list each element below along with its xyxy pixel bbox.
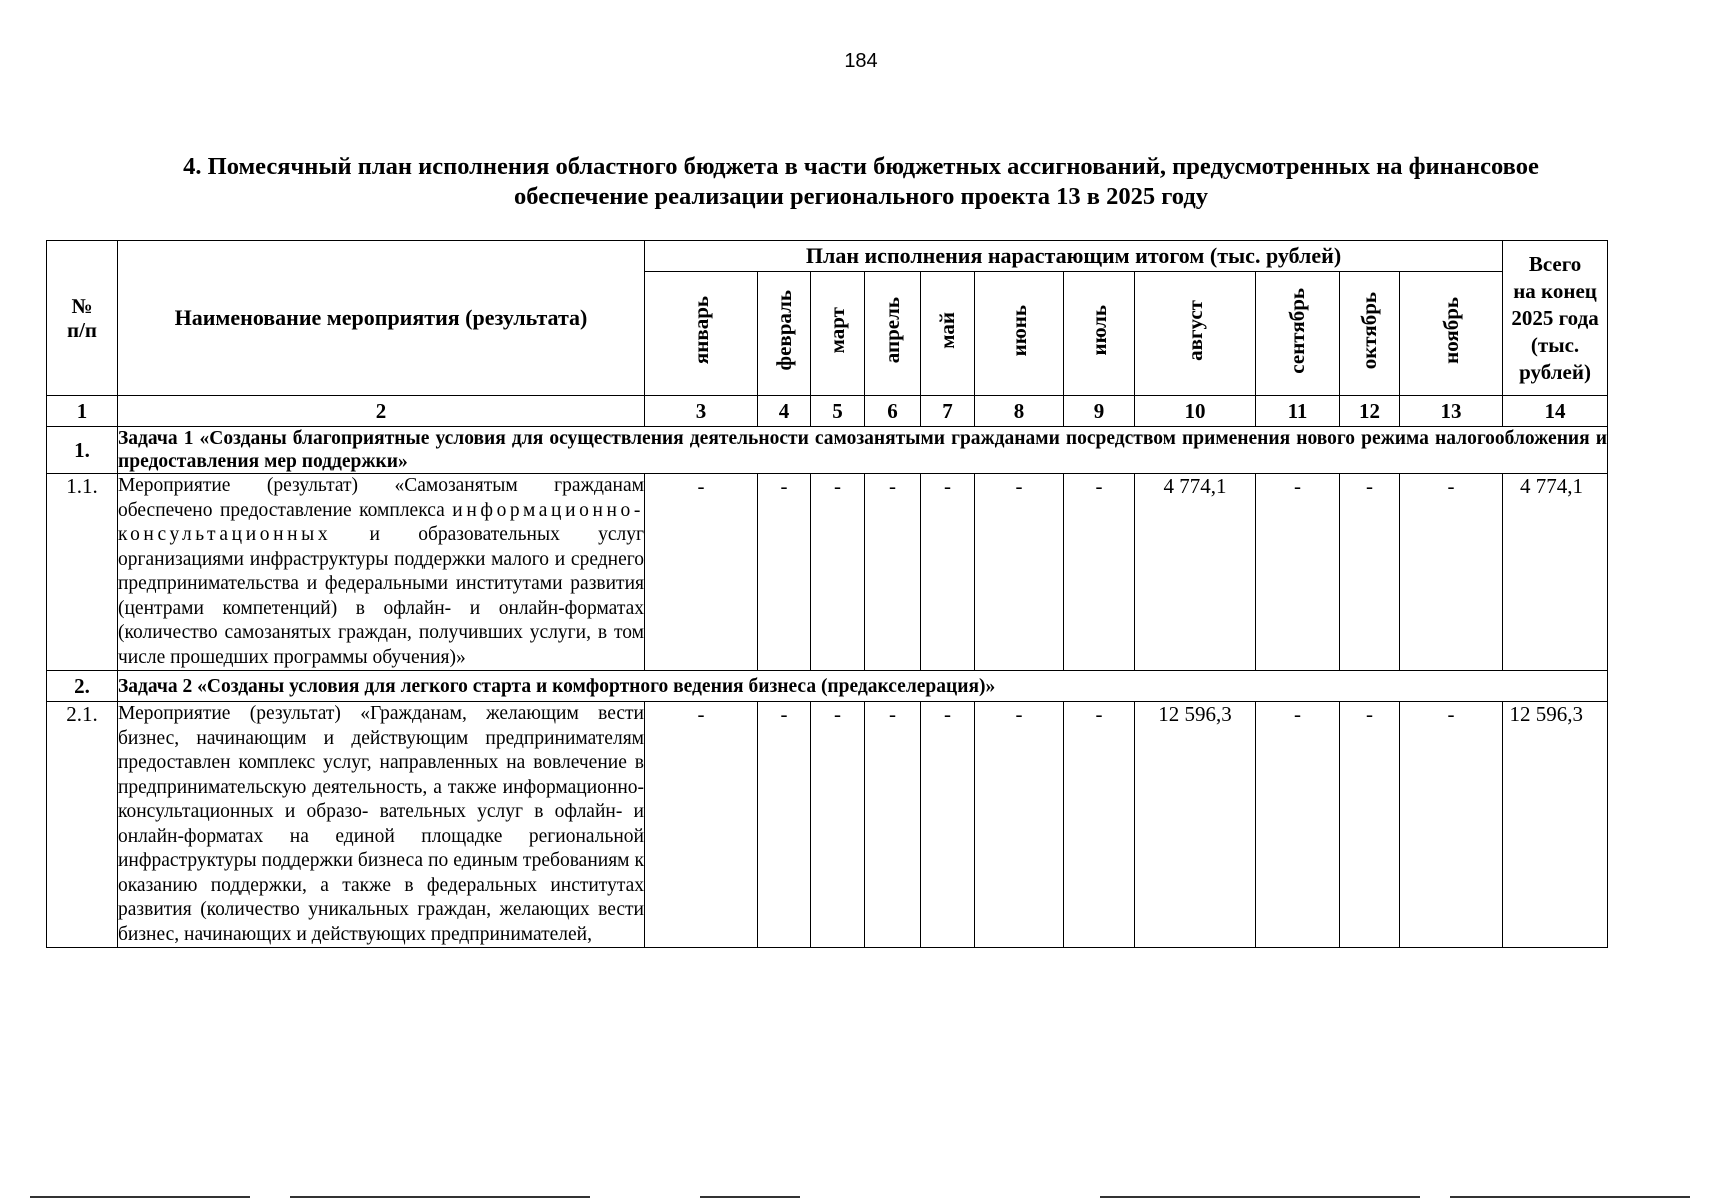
budget-plan-table (46, 240, 1608, 948)
month-value: - (1340, 702, 1400, 948)
month-value: 12 596,3 (1135, 702, 1256, 948)
header-month (1400, 272, 1503, 396)
month-value: - (1064, 474, 1135, 671)
activity-description: Мероприятие (результат) «Гражданам, желающим вести бизнес, начинающим и действующим предпринимателям предоставлен комплекс услуг, направленных на вовлечение в предпринимательскую деятельность, а также информационно-консультационных и образо- вательных услуг в офлайн- и онлайн-форматах на единой площадке региональной инфраструктуры поддержки бизнеса по единым требованиям к оказанию поддержки, а также в федеральных институтах развития (количество уникальных граждан, желающих вести бизнес, начинающих и действующих предпринимателей, (118, 702, 645, 948)
month-label: август (1182, 300, 1207, 361)
month-value: - (1064, 702, 1135, 948)
document-title-line-2: обеспечение реализации регионального проекта 13 в 2025 году (514, 183, 1208, 210)
footer-rule (0, 1196, 1722, 1200)
header-total-line-4: (тыс. (1530, 332, 1580, 357)
month-value: - (975, 474, 1064, 671)
column-number: 6 (865, 396, 921, 427)
month-value: - (1400, 474, 1503, 671)
header-month (645, 272, 758, 396)
month-value: - (1256, 702, 1340, 948)
activity-description-part: Мероприятие (результат) «Самозанятым гражданам обеспечено предоставление комплекса (118, 475, 644, 521)
task-description: Задача 1 «Созданы благоприятные условия для осуществления деятельности самозанятыми гражданами посредством применения нового режима налогообложения и предоставления мер поддержки» (118, 428, 1608, 472)
header-month (1340, 272, 1400, 396)
header-total (1503, 241, 1608, 396)
month-value: - (1400, 702, 1503, 948)
total-value: 12 596,3 (1503, 702, 1608, 948)
month-label: апрель (880, 297, 904, 364)
header-month (1256, 272, 1340, 396)
header-month (1135, 272, 1256, 396)
document-title-line-1: 4. Помесячный план исполнения областного бюджета в части бюджетных ассигнований, предусмотренных на финансовое (183, 153, 1539, 180)
header-month (758, 272, 811, 396)
header-month (1064, 272, 1135, 396)
activity-row-2 (47, 702, 1608, 948)
month-value: 4 774,1 (1135, 474, 1256, 671)
month-label: сентябрь (1285, 287, 1309, 374)
task-row-2 (47, 671, 1608, 702)
column-number: 7 (921, 396, 975, 427)
column-number: 4 (758, 396, 811, 427)
header-total-line-3: 2025 года (1511, 305, 1599, 330)
month-value: - (811, 702, 865, 948)
column-number: 8 (975, 396, 1064, 427)
header-month (865, 272, 921, 396)
document-title (70, 152, 1652, 212)
header-total-line-2: на конец (1513, 278, 1597, 303)
column-number: 11 (1256, 396, 1340, 427)
month-value: - (645, 702, 758, 948)
column-number: 14 (1503, 396, 1608, 427)
header-month (921, 272, 975, 396)
task-row-1 (47, 427, 1608, 474)
month-label: ноябрь (1438, 297, 1463, 364)
header-number-line-1: № (71, 294, 93, 318)
activity-description-part: и образовательных услуг организациями инфраструктуры поддержки малого и среднего предпринимательства и федеральными институтами развития (центрами компетенций) в офлайн- и онлайн-форматах (количество самозанятых граждан, получивших услуги, в том числе прошедших программы обучения)» (118, 524, 644, 668)
month-value: - (921, 474, 975, 671)
month-value: - (645, 474, 758, 671)
header-month (811, 272, 865, 396)
total-value: 4 774,1 (1503, 474, 1608, 671)
month-label: январь (688, 296, 713, 365)
header-number-line-2: п/п (66, 318, 98, 342)
task-number: 1. (47, 427, 118, 474)
month-value: - (758, 702, 811, 948)
header-total-line-1: Всего (1528, 251, 1582, 276)
activity-description (118, 474, 645, 671)
column-number: 5 (811, 396, 865, 427)
month-value: - (758, 474, 811, 671)
month-label: май (935, 312, 959, 349)
month-label: июнь (1006, 304, 1031, 357)
column-number: 13 (1400, 396, 1503, 427)
month-value: - (975, 702, 1064, 948)
column-number: 2 (118, 396, 645, 427)
header-number (47, 241, 118, 396)
column-number: 9 (1064, 396, 1135, 427)
header-total-line-5: рублей) (1519, 359, 1591, 384)
activity-description-part: информационно-консультационных (118, 499, 644, 545)
task-description: Задача 2 «Созданы условия для легкого старта и комфортного ведения бизнеса (предакселерация)» (118, 671, 1608, 702)
month-value: - (1340, 474, 1400, 671)
activity-row-1 (47, 474, 1608, 671)
column-number-row (47, 396, 1608, 427)
activity-number: 1.1. (47, 474, 118, 671)
page-number: 184 (844, 50, 878, 72)
month-label: октябрь (1357, 291, 1381, 370)
month-value: - (811, 474, 865, 671)
header-month (975, 272, 1064, 396)
month-value: - (1256, 474, 1340, 671)
header-plan: План исполнения нарастающим итогом (тыс. рублей) (645, 241, 1503, 272)
month-label: февраль (771, 290, 796, 371)
column-number: 1 (47, 396, 118, 427)
column-number: 10 (1135, 396, 1256, 427)
activity-number: 2.1. (47, 702, 118, 948)
header-row-1 (47, 241, 1608, 272)
month-value: - (921, 702, 975, 948)
task-number: 2. (47, 671, 118, 702)
header-activity-name: Наименование мероприятия (результата) (118, 241, 645, 396)
month-label: июль (1086, 305, 1111, 356)
month-value: - (865, 474, 921, 671)
column-number: 3 (645, 396, 758, 427)
month-label: март (825, 307, 849, 354)
column-number: 12 (1340, 396, 1400, 427)
month-value: - (865, 702, 921, 948)
